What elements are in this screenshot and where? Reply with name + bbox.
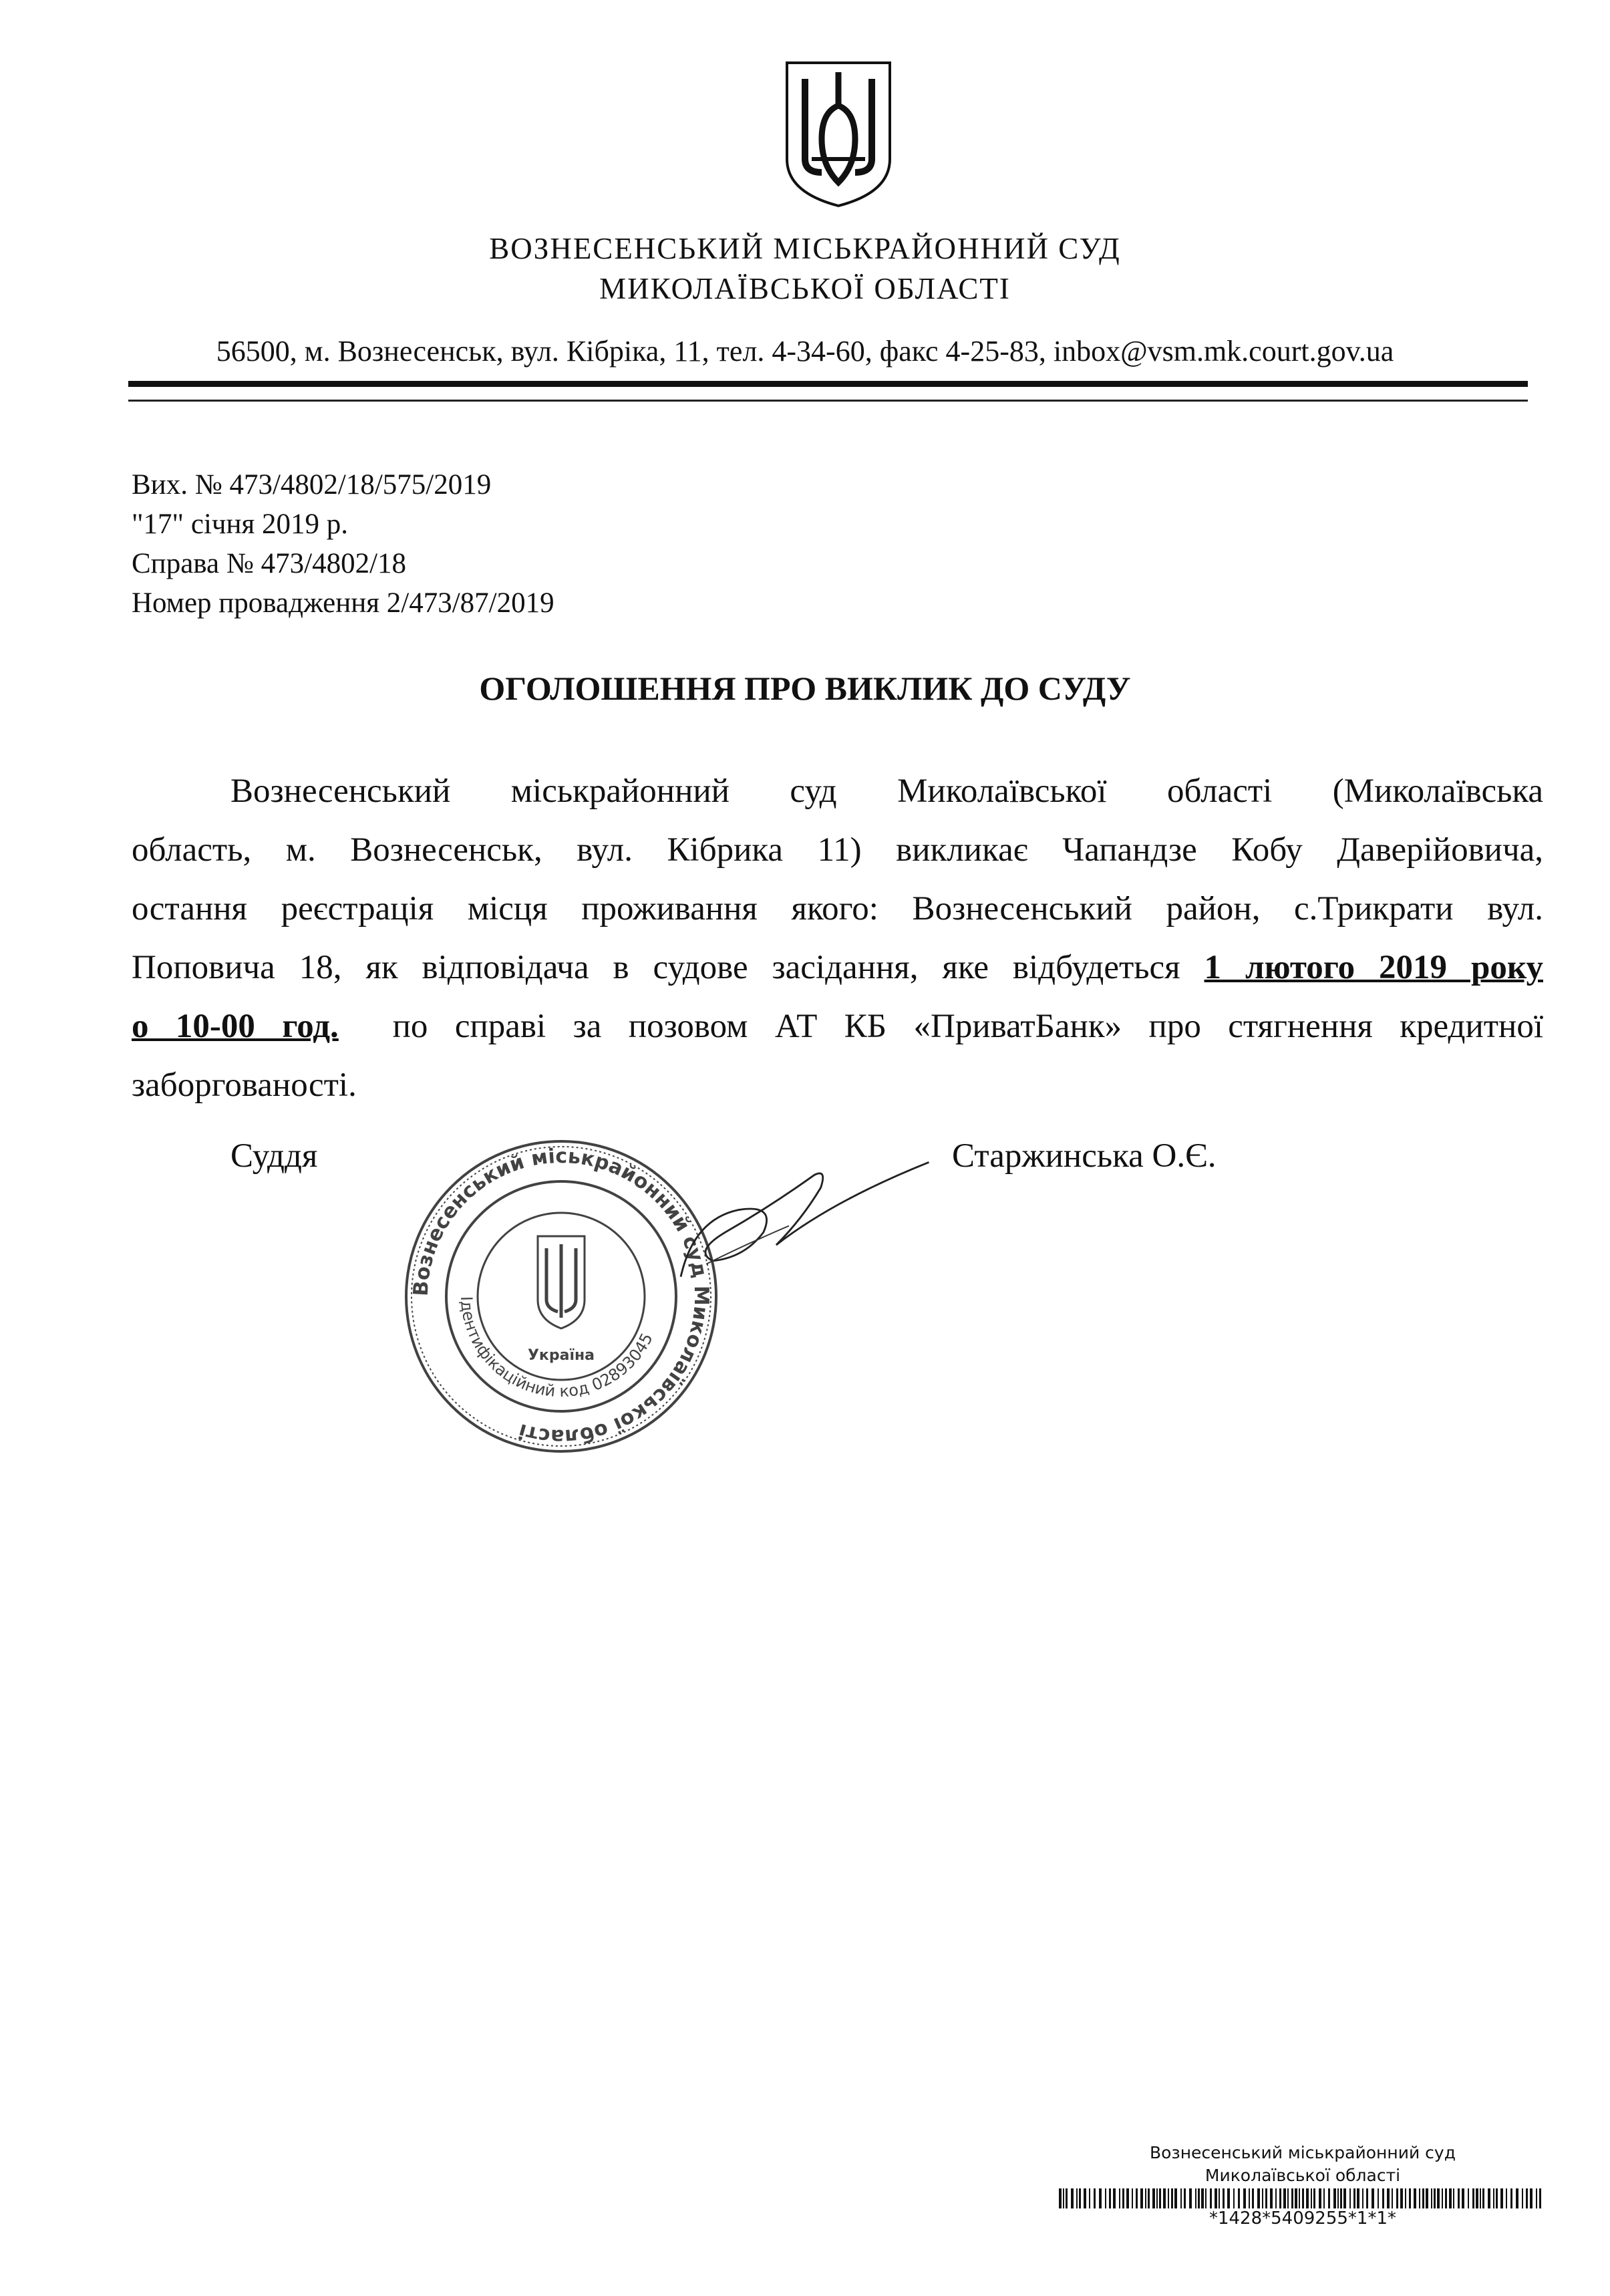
barcode-bar bbox=[1343, 2188, 1346, 2208]
barcode-bar bbox=[1291, 2188, 1293, 2208]
body-line: заборгованості. bbox=[132, 1066, 357, 1104]
barcode-bar bbox=[1337, 2188, 1339, 2208]
trident-coat-of-arms-icon bbox=[782, 59, 895, 209]
footer-court-name: Вознесенський міськрайонний суд bbox=[1149, 2143, 1456, 2162]
court-address: 56500, м. Вознесенськ, вул. Кібріка, 11, тел. 4-34-60, факс 4-25-83, inbox@vsm.mk.court.gov.ua bbox=[216, 335, 1394, 368]
barcode-bar bbox=[1445, 2188, 1447, 2208]
barcode-number: *1428*5409255*1*1* bbox=[1209, 2208, 1397, 2229]
barcode-bar bbox=[1437, 2188, 1440, 2208]
barcode-bar bbox=[1198, 2188, 1200, 2208]
barcode-bar bbox=[1174, 2188, 1177, 2208]
document-title: ОГОЛОШЕННЯ ПРО ВИКЛИК ДО СУДУ bbox=[479, 670, 1131, 707]
barcode-bar bbox=[1426, 2188, 1428, 2208]
barcode-bar bbox=[1105, 2188, 1106, 2208]
barcode-bar bbox=[1468, 2188, 1469, 2208]
barcode-bar bbox=[1422, 2188, 1424, 2208]
barcode-bar bbox=[1396, 2188, 1398, 2208]
barcode-bar bbox=[1233, 2188, 1235, 2208]
barcode-bar bbox=[1434, 2188, 1436, 2208]
barcode-bar bbox=[1458, 2188, 1460, 2208]
barcode-bar bbox=[1431, 2188, 1432, 2208]
barcode-bar bbox=[1189, 2188, 1192, 2208]
barcode-bar bbox=[1180, 2188, 1182, 2208]
barcode-bar bbox=[1287, 2188, 1289, 2208]
hearing-date: 1 лютого 2019 року bbox=[1204, 949, 1543, 986]
registration-footer bbox=[1042, 2142, 1563, 2229]
barcode-bar bbox=[1510, 2188, 1512, 2208]
barcode-bar bbox=[1414, 2188, 1416, 2208]
outgoing-number: Вих. № 473/4802/18/575/2019 bbox=[132, 469, 492, 500]
body-text: по справі за позовом АТ КБ «ПриватБанк» про стягнення кредитної bbox=[338, 1008, 1544, 1045]
barcode-bar bbox=[1084, 2188, 1086, 2208]
barcode-bar bbox=[1275, 2188, 1277, 2208]
document-date: "17" січня 2019 р. bbox=[132, 509, 349, 540]
barcode-bar bbox=[1382, 2188, 1384, 2208]
stamp-inner-text: Ідентифікаційний код 02893045 bbox=[456, 1296, 657, 1401]
barcode bbox=[1059, 2188, 1547, 2208]
barcode-bar bbox=[1362, 2188, 1363, 2208]
barcode-bar bbox=[1227, 2188, 1230, 2208]
proceeding-number: Номер провадження 2/473/87/2019 bbox=[132, 587, 554, 619]
barcode-bar bbox=[1323, 2188, 1325, 2208]
body-line bbox=[132, 938, 1543, 997]
header-divider-thin bbox=[128, 400, 1528, 402]
body-line: Вознесенський міськрайонний суд Миколаївської області (Миколаївська bbox=[230, 772, 1543, 810]
barcode-bar bbox=[1453, 2188, 1454, 2208]
barcode-bar bbox=[1449, 2188, 1452, 2208]
barcode-bar bbox=[1539, 2188, 1541, 2208]
stamp-outer-text: Вознесенський міськрайонний суд Миколаївської області bbox=[409, 1144, 713, 1449]
barcode-bar bbox=[1168, 2188, 1169, 2208]
barcode-bar bbox=[1136, 2188, 1138, 2208]
barcode-bar bbox=[1372, 2188, 1374, 2208]
barcode-bar bbox=[1366, 2188, 1368, 2208]
barcode-bar bbox=[1409, 2188, 1411, 2208]
barcode-bar bbox=[1140, 2188, 1143, 2208]
barcode-bar bbox=[1156, 2188, 1158, 2208]
barcode-bar bbox=[1063, 2188, 1064, 2208]
barcode-bar bbox=[1201, 2188, 1204, 2208]
barcode-bar bbox=[1257, 2188, 1260, 2208]
barcode-bar bbox=[1219, 2188, 1220, 2208]
barcode-bar bbox=[1349, 2188, 1351, 2208]
body-line: область, м. Вознесенськ, вул. Кібрика 11) викликає Чапандзе Кобу Даверійовича, bbox=[132, 831, 1543, 869]
barcode-bar bbox=[1109, 2188, 1111, 2208]
barcode-bar bbox=[1442, 2188, 1443, 2208]
barcode-bar bbox=[1059, 2188, 1062, 2208]
barcode-bar bbox=[1526, 2188, 1528, 2208]
barcode-bar bbox=[1145, 2188, 1146, 2208]
barcode-bar bbox=[1516, 2188, 1518, 2208]
barcode-bar bbox=[1340, 2188, 1342, 2208]
barcode-bar bbox=[1353, 2188, 1355, 2208]
judge-name: Старжинська О.Є. bbox=[952, 1137, 1217, 1175]
barcode-bar bbox=[1419, 2188, 1420, 2208]
barcode-bar bbox=[1184, 2188, 1186, 2208]
barcode-bar bbox=[1500, 2188, 1503, 2208]
barcode-bar bbox=[1252, 2188, 1254, 2208]
barcode-bar bbox=[1066, 2188, 1068, 2208]
barcode-bar bbox=[1243, 2188, 1246, 2208]
barcode-bar bbox=[1496, 2188, 1498, 2208]
barcode-bar bbox=[1319, 2188, 1321, 2208]
barcode-bar bbox=[1171, 2188, 1173, 2208]
barcode-bar bbox=[1530, 2188, 1533, 2208]
barcode-bar bbox=[1472, 2188, 1474, 2208]
barcode-bar bbox=[1076, 2188, 1078, 2208]
barcode-bar bbox=[1313, 2188, 1315, 2208]
case-number: Справа № 473/4802/18 bbox=[132, 548, 407, 579]
barcode-bar bbox=[1210, 2188, 1212, 2208]
barcode-bar bbox=[1132, 2188, 1133, 2208]
barcode-bar bbox=[1089, 2188, 1090, 2208]
barcode-bar bbox=[1493, 2188, 1494, 2208]
barcode-bar bbox=[1506, 2188, 1507, 2208]
barcode-bar bbox=[1480, 2188, 1481, 2208]
barcode-bar bbox=[1357, 2188, 1359, 2208]
barcode-bar bbox=[1387, 2188, 1390, 2208]
court-name-line2: МИКОЛАЇВСЬКОЇ ОБЛАСТІ bbox=[599, 272, 1011, 305]
barcode-bar bbox=[1249, 2188, 1250, 2208]
barcode-bar bbox=[1215, 2188, 1217, 2208]
barcode-bar bbox=[1522, 2188, 1523, 2208]
barcode-bar bbox=[1148, 2188, 1150, 2208]
barcode-bar bbox=[1482, 2188, 1484, 2208]
hearing-time: о 10-00 год. bbox=[132, 1008, 339, 1045]
barcode-bar bbox=[1238, 2188, 1240, 2208]
body-line: остання реєстрація місця проживання якого: Вознесенський район, с.Трикрати вул. bbox=[132, 890, 1543, 927]
body-text: Поповича 18, як відповідача в судове засідання, яке відбудеться bbox=[132, 949, 1204, 986]
court-name-line1: ВОЗНЕСЕНСЬКИЙ МІСЬКРАЙОННИЙ СУД bbox=[489, 232, 1121, 265]
notice-body bbox=[132, 762, 1543, 1115]
barcode-bar bbox=[1119, 2188, 1120, 2208]
barcode-bar bbox=[1536, 2188, 1537, 2208]
judge-signature bbox=[668, 1149, 935, 1290]
barcode-bar bbox=[1299, 2188, 1300, 2208]
barcode-bar bbox=[1113, 2188, 1116, 2208]
barcode-bar bbox=[1071, 2188, 1074, 2208]
footer-court-region: Миколаївської області bbox=[1204, 2166, 1401, 2185]
body-line bbox=[132, 997, 1543, 1056]
barcode-bar bbox=[1122, 2188, 1124, 2208]
barcode-bar bbox=[1302, 2188, 1304, 2208]
barcode-bar bbox=[1488, 2188, 1490, 2208]
barcode-bar bbox=[1195, 2188, 1196, 2208]
barcode-bar bbox=[1462, 2188, 1464, 2208]
barcode-bar bbox=[1079, 2188, 1081, 2208]
barcode-bar bbox=[1159, 2188, 1161, 2208]
barcode-bar bbox=[1333, 2188, 1336, 2208]
barcode-bar bbox=[1152, 2188, 1155, 2208]
barcode-bar bbox=[1099, 2188, 1102, 2208]
barcode-bar bbox=[1205, 2188, 1206, 2208]
barcode-bar bbox=[1223, 2188, 1225, 2208]
barcode-bar bbox=[1126, 2188, 1129, 2208]
header-divider-thick bbox=[128, 381, 1528, 387]
barcode-bar bbox=[1265, 2188, 1267, 2208]
barcode-bar bbox=[1094, 2188, 1096, 2208]
barcode-bar bbox=[1262, 2188, 1263, 2208]
barcode-bar bbox=[1400, 2188, 1403, 2208]
barcode-bar bbox=[1378, 2188, 1379, 2208]
barcode-bar bbox=[1163, 2188, 1166, 2208]
barcode-bar bbox=[1476, 2188, 1478, 2208]
barcode-bar bbox=[1405, 2188, 1406, 2208]
stamp-bottom-text: Україна bbox=[527, 1347, 595, 1364]
barcode-bar bbox=[1306, 2188, 1309, 2208]
barcode-bar bbox=[1279, 2188, 1281, 2208]
barcode-bar bbox=[1311, 2188, 1312, 2208]
barcode-bar bbox=[1295, 2188, 1297, 2208]
barcode-bar bbox=[1392, 2188, 1393, 2208]
barcode-bar bbox=[1270, 2188, 1273, 2208]
barcode-bar bbox=[1283, 2188, 1286, 2208]
judge-label: Суддя bbox=[230, 1137, 318, 1175]
barcode-bar bbox=[1328, 2188, 1330, 2208]
